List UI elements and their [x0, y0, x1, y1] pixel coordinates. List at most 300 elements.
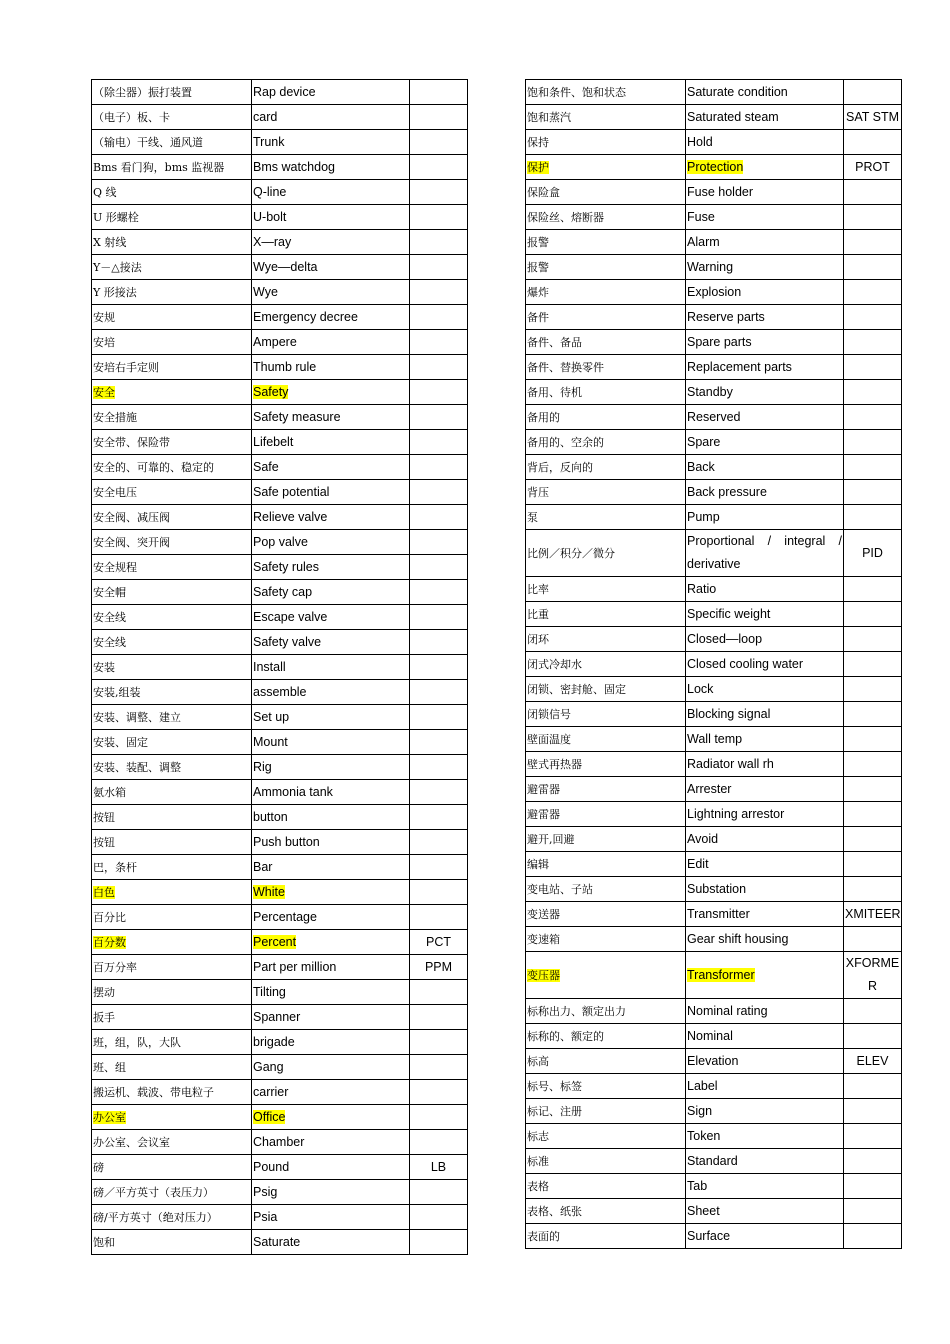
- term-chinese-text: 标志: [527, 1129, 549, 1143]
- term-chinese: [526, 677, 686, 702]
- table-row: [92, 155, 468, 180]
- table-row: [526, 280, 902, 305]
- term-english-text: carrier: [253, 1084, 289, 1099]
- term-chinese-text: 安装、固定: [93, 735, 148, 749]
- term-english: [686, 827, 844, 852]
- table-row: [526, 677, 902, 702]
- table-row: [526, 180, 902, 205]
- term-chinese: [92, 955, 252, 980]
- term-english-text: Ammonia tank: [253, 784, 333, 799]
- term-abbreviation: [844, 902, 902, 927]
- term-english: [252, 1180, 410, 1205]
- term-english-text: Percentage: [253, 909, 317, 924]
- table-row: [92, 180, 468, 205]
- term-chinese-text: 按钮: [93, 835, 115, 849]
- table-row: [92, 1205, 468, 1230]
- term-chinese: [92, 1005, 252, 1030]
- term-chinese-text: 闭锁信号: [527, 707, 571, 721]
- term-english: [252, 455, 410, 480]
- term-abbreviation-text: XFORMER: [845, 956, 900, 993]
- term-english-text: Saturated steam: [687, 109, 779, 124]
- term-abbreviation-text: XMITEER: [845, 906, 901, 921]
- term-abbreviation-text: PID: [862, 545, 883, 560]
- term-chinese: [92, 1205, 252, 1230]
- term-english-text: Spanner: [253, 1009, 301, 1024]
- table-row: [526, 230, 902, 255]
- term-abbreviation: [844, 455, 902, 480]
- term-english: [686, 777, 844, 802]
- term-abbreviation: [410, 780, 468, 805]
- term-chinese-text: （电子）板、卡: [93, 110, 170, 124]
- term-abbreviation: [844, 105, 902, 130]
- term-english-text: assemble: [253, 684, 307, 699]
- term-abbreviation: [844, 927, 902, 952]
- term-chinese: [92, 905, 252, 930]
- term-chinese-text: （输电）干线、通风道: [93, 135, 203, 149]
- table-row: [92, 1005, 468, 1030]
- term-english: [252, 155, 410, 180]
- term-english-text: Safety valve: [253, 634, 322, 649]
- term-english: [252, 755, 410, 780]
- term-chinese-text: 扳手: [93, 1010, 115, 1024]
- term-abbreviation: [844, 752, 902, 777]
- term-english: [252, 430, 410, 455]
- term-english-text: Psia: [253, 1209, 278, 1224]
- term-chinese-text: 安全规程: [93, 560, 137, 574]
- term-english: [686, 852, 844, 877]
- term-english: [252, 1080, 410, 1105]
- term-chinese-text: 避开,回避: [527, 832, 575, 846]
- term-english-text: Transmitter: [687, 906, 750, 921]
- term-english-text: Thumb rule: [253, 359, 317, 374]
- term-english: [252, 380, 410, 405]
- table-row: [92, 705, 468, 730]
- term-chinese: [92, 330, 252, 355]
- term-abbreviation: [844, 777, 902, 802]
- term-chinese-text: 巴，条杆: [93, 860, 137, 874]
- term-chinese: [526, 1149, 686, 1174]
- term-chinese: [92, 230, 252, 255]
- term-english-text: Gear shift housing: [687, 931, 789, 946]
- term-chinese: [526, 130, 686, 155]
- term-chinese: [526, 405, 686, 430]
- table-row: [92, 1155, 468, 1180]
- term-abbreviation: [844, 877, 902, 902]
- table-row: [92, 830, 468, 855]
- term-abbreviation: [410, 155, 468, 180]
- term-abbreviation: [410, 1130, 468, 1155]
- term-chinese: [526, 627, 686, 652]
- term-english: [686, 1074, 844, 1099]
- term-chinese-text: 标准: [527, 1154, 549, 1168]
- term-chinese: [92, 355, 252, 380]
- term-english-text: Spare parts: [687, 334, 752, 349]
- term-abbreviation: [410, 105, 468, 130]
- term-english: [252, 280, 410, 305]
- term-english: [252, 130, 410, 155]
- table-row: [92, 580, 468, 605]
- table-row: [92, 505, 468, 530]
- term-chinese: [92, 205, 252, 230]
- term-chinese-text: 安全: [93, 385, 115, 399]
- term-english: [686, 702, 844, 727]
- table-row: [92, 80, 468, 105]
- table-row: [92, 1080, 468, 1105]
- table-row: [92, 805, 468, 830]
- term-english-text: Wye: [253, 284, 278, 299]
- term-chinese: [526, 155, 686, 180]
- term-english-text: Fuse: [687, 209, 715, 224]
- term-english-text: Reserved: [687, 409, 741, 424]
- table-row: [526, 752, 902, 777]
- term-chinese-text: 饱和条件、饱和状态: [527, 85, 626, 99]
- term-chinese-text: Q 线: [93, 185, 117, 199]
- term-chinese: [526, 827, 686, 852]
- table-row: [526, 205, 902, 230]
- term-abbreviation: [844, 305, 902, 330]
- term-chinese-text: 安规: [93, 310, 115, 324]
- table-row: [526, 1074, 902, 1099]
- term-chinese: [526, 952, 686, 999]
- term-abbreviation: [844, 1174, 902, 1199]
- term-chinese-text: 安培右手定则: [93, 360, 159, 374]
- table-row: [526, 355, 902, 380]
- term-chinese-text: 变送器: [527, 907, 560, 921]
- term-english-text: Safety cap: [253, 584, 313, 599]
- term-chinese-text: Bms 看门狗，bms 监视器: [93, 160, 225, 174]
- term-english: [252, 730, 410, 755]
- term-chinese-text: 表面的: [527, 1229, 560, 1243]
- term-english: [686, 455, 844, 480]
- table-row: [92, 680, 468, 705]
- term-english: [686, 155, 844, 180]
- term-abbreviation: [844, 180, 902, 205]
- term-abbreviation: [410, 1205, 468, 1230]
- term-english-text: Nominal rating: [687, 1003, 768, 1018]
- term-chinese-text: 保护: [527, 160, 549, 174]
- term-chinese: [92, 880, 252, 905]
- term-abbreviation: [410, 355, 468, 380]
- term-english-text: Safety: [253, 384, 289, 399]
- term-abbreviation: [844, 1124, 902, 1149]
- table-row: [92, 1180, 468, 1205]
- term-chinese-text: 闭锁、密封舱、固定: [527, 682, 626, 696]
- term-chinese-text: 备件: [527, 310, 549, 324]
- term-abbreviation: [410, 1030, 468, 1055]
- term-abbreviation-text: PCT: [426, 934, 451, 949]
- term-abbreviation: [410, 1080, 468, 1105]
- term-english: [686, 602, 844, 627]
- term-english: [252, 880, 410, 905]
- term-chinese-text: U 形螺栓: [93, 210, 139, 224]
- term-english: [252, 930, 410, 955]
- term-english: [252, 980, 410, 1005]
- term-chinese: [92, 180, 252, 205]
- term-chinese-text: 壁面温度: [527, 732, 571, 746]
- term-abbreviation: [844, 1049, 902, 1074]
- term-abbreviation: [410, 480, 468, 505]
- term-english: [252, 1030, 410, 1055]
- term-chinese: [526, 455, 686, 480]
- term-abbreviation: [410, 1055, 468, 1080]
- term-chinese-text: 安装、调整、建立: [93, 710, 181, 724]
- table-row: [526, 902, 902, 927]
- term-chinese: [92, 555, 252, 580]
- table-row: [526, 877, 902, 902]
- term-chinese-text: 饱和: [93, 1235, 115, 1249]
- term-chinese-text: 备用、待机: [527, 385, 582, 399]
- term-chinese: [92, 655, 252, 680]
- term-english: [686, 1174, 844, 1199]
- term-abbreviation: [844, 280, 902, 305]
- glossary-right-body: [526, 80, 902, 1249]
- term-english-text: Rap device: [253, 84, 316, 99]
- term-chinese-text: 安全阀、突开阀: [93, 535, 170, 549]
- term-abbreviation: [410, 555, 468, 580]
- term-abbreviation-text: PROT: [855, 159, 890, 174]
- term-chinese-text: 氨水箱: [93, 785, 126, 799]
- table-row: [526, 130, 902, 155]
- term-english-text: Saturate condition: [687, 84, 788, 99]
- term-chinese: [526, 1174, 686, 1199]
- term-chinese-text: 磅: [93, 1160, 104, 1174]
- term-chinese-text: 磅/平方英寸（绝对压力）: [93, 1210, 218, 1224]
- term-abbreviation: [844, 355, 902, 380]
- term-abbreviation: [844, 652, 902, 677]
- term-english-text: Lifebelt: [253, 434, 294, 449]
- term-chinese: [526, 1124, 686, 1149]
- table-row: [526, 602, 902, 627]
- term-chinese: [92, 1130, 252, 1155]
- term-english: [686, 1224, 844, 1249]
- term-english-text: Arrester: [687, 781, 732, 796]
- table-row: [526, 652, 902, 677]
- term-chinese: [92, 280, 252, 305]
- term-english-text: Tab: [687, 1178, 708, 1193]
- term-english-text: Avoid: [687, 831, 719, 846]
- term-english: [252, 855, 410, 880]
- term-english: [252, 780, 410, 805]
- term-english: [686, 727, 844, 752]
- table-row: [526, 1049, 902, 1074]
- term-abbreviation: [844, 430, 902, 455]
- term-english: [686, 952, 844, 999]
- term-abbreviation: [410, 305, 468, 330]
- term-english: [686, 627, 844, 652]
- term-chinese-text: 备用的: [527, 410, 560, 424]
- term-english: [686, 1099, 844, 1124]
- term-chinese: [92, 255, 252, 280]
- term-chinese-text: Y－△接法: [93, 260, 142, 274]
- term-chinese: [92, 1155, 252, 1180]
- term-english-text: Back pressure: [687, 484, 767, 499]
- table-row: [526, 1199, 902, 1224]
- term-english: [252, 1130, 410, 1155]
- term-english: [252, 1005, 410, 1030]
- term-english: [686, 255, 844, 280]
- table-row: [526, 1174, 902, 1199]
- table-row: [92, 305, 468, 330]
- term-chinese: [526, 1074, 686, 1099]
- table-row: [526, 577, 902, 602]
- term-english: [686, 330, 844, 355]
- term-abbreviation: [410, 1105, 468, 1130]
- term-english-text: Warning: [687, 259, 734, 274]
- term-english-text: Bms watchdog: [253, 159, 335, 174]
- term-english-text: Sheet: [687, 1203, 720, 1218]
- term-english: [686, 577, 844, 602]
- term-abbreviation: [410, 880, 468, 905]
- table-row: [526, 952, 902, 999]
- term-chinese: [526, 205, 686, 230]
- term-english-text: Set up: [253, 709, 290, 724]
- table-row: [526, 255, 902, 280]
- term-english: [686, 105, 844, 130]
- term-english-text: Chamber: [253, 1134, 305, 1149]
- term-abbreviation: [410, 180, 468, 205]
- term-chinese-text: 按钮: [93, 810, 115, 824]
- table-row: [526, 530, 902, 577]
- term-english: [686, 405, 844, 430]
- table-row: [526, 505, 902, 530]
- term-chinese-text: 安装: [93, 660, 115, 674]
- term-english-text: Transformer: [687, 967, 755, 982]
- term-english: [252, 680, 410, 705]
- term-chinese: [92, 705, 252, 730]
- term-chinese: [92, 1105, 252, 1130]
- term-english-text: Bar: [253, 859, 273, 874]
- term-abbreviation: [844, 205, 902, 230]
- term-english-text: Alarm: [687, 234, 720, 249]
- term-chinese-text: 备件、替换零件: [527, 360, 604, 374]
- term-abbreviation: [410, 705, 468, 730]
- term-chinese-text: 背压: [527, 485, 549, 499]
- term-chinese-text: 表格、纸张: [527, 1204, 582, 1218]
- table-row: [92, 1030, 468, 1055]
- term-abbreviation-text: SAT STM: [845, 109, 899, 124]
- term-chinese-text: Y 形接法: [93, 285, 137, 299]
- term-english-text: Trunk: [253, 134, 285, 149]
- term-chinese-text: 办公室: [93, 1110, 126, 1124]
- table-row: [526, 927, 902, 952]
- term-chinese-text: 壁式再热器: [527, 757, 582, 771]
- term-chinese: [526, 480, 686, 505]
- term-chinese-text: X 射线: [93, 235, 127, 249]
- term-chinese-text: 安全线: [93, 635, 126, 649]
- term-abbreviation: [410, 980, 468, 1005]
- table-row: [92, 755, 468, 780]
- term-chinese-text: （除尘器）振打装置: [93, 85, 192, 99]
- term-english: [252, 655, 410, 680]
- term-english-text: Escape valve: [253, 609, 328, 624]
- term-chinese: [92, 305, 252, 330]
- term-english-text: Push button: [253, 834, 320, 849]
- term-chinese: [92, 1030, 252, 1055]
- term-english-text: Token: [687, 1128, 721, 1143]
- term-chinese: [526, 1049, 686, 1074]
- term-english-text: Part per million: [253, 959, 337, 974]
- term-chinese-text: 变速箱: [527, 932, 560, 946]
- term-abbreviation: [844, 827, 902, 852]
- term-english-text: Tilting: [253, 984, 286, 999]
- term-chinese: [92, 130, 252, 155]
- term-abbreviation: [410, 905, 468, 930]
- term-chinese: [526, 752, 686, 777]
- term-abbreviation: [410, 655, 468, 680]
- term-chinese-text: 备用的、空余的: [527, 435, 604, 449]
- table-row: [526, 80, 902, 105]
- term-abbreviation: [410, 430, 468, 455]
- term-chinese-text: 百万分率: [93, 960, 137, 974]
- term-english: [252, 405, 410, 430]
- term-english: [686, 430, 844, 455]
- table-row: [526, 999, 902, 1024]
- term-english-text: button: [253, 809, 288, 824]
- table-row: [526, 1024, 902, 1049]
- term-abbreviation: [410, 730, 468, 755]
- table-row: [526, 330, 902, 355]
- term-abbreviation: [844, 602, 902, 627]
- term-abbreviation: [844, 999, 902, 1024]
- term-abbreviation: [410, 855, 468, 880]
- term-english-text: card: [253, 109, 278, 124]
- term-chinese-text: 比率: [527, 582, 549, 596]
- term-english: [686, 480, 844, 505]
- term-chinese: [92, 630, 252, 655]
- term-chinese: [92, 805, 252, 830]
- term-english: [686, 355, 844, 380]
- term-english: [686, 505, 844, 530]
- term-chinese-text: 报警: [527, 260, 549, 274]
- term-chinese-text: 安培: [93, 335, 115, 349]
- term-chinese: [526, 1024, 686, 1049]
- table-row: [92, 380, 468, 405]
- table-row: [92, 1130, 468, 1155]
- term-abbreviation: [844, 505, 902, 530]
- term-chinese: [526, 530, 686, 577]
- term-chinese: [92, 530, 252, 555]
- term-english-text: Wall temp: [687, 731, 743, 746]
- term-chinese: [526, 1224, 686, 1249]
- term-english: [252, 255, 410, 280]
- term-chinese: [92, 480, 252, 505]
- table-row: [92, 630, 468, 655]
- term-abbreviation-text: PPM: [424, 959, 453, 974]
- term-english: [686, 380, 844, 405]
- term-english: [686, 1024, 844, 1049]
- term-chinese-text: 办公室、会议室: [93, 1135, 170, 1149]
- term-chinese: [526, 180, 686, 205]
- table-row: [526, 455, 902, 480]
- term-abbreviation: [410, 755, 468, 780]
- term-abbreviation: [844, 255, 902, 280]
- term-english: [252, 480, 410, 505]
- term-chinese: [526, 702, 686, 727]
- term-abbreviation: [410, 205, 468, 230]
- table-row: [92, 480, 468, 505]
- table-row: [92, 930, 468, 955]
- term-chinese: [526, 727, 686, 752]
- term-english: [252, 1105, 410, 1130]
- term-english-text: Explosion: [687, 284, 742, 299]
- table-row: [92, 905, 468, 930]
- term-chinese-text: 安全措施: [93, 410, 137, 424]
- table-row: [526, 702, 902, 727]
- term-chinese-text: 标称出力、额定出力: [527, 1004, 626, 1018]
- term-chinese-text: 标记、注册: [527, 1104, 582, 1118]
- term-english-text: Q-line: [253, 184, 287, 199]
- term-english-text: Emergency decree: [253, 309, 358, 324]
